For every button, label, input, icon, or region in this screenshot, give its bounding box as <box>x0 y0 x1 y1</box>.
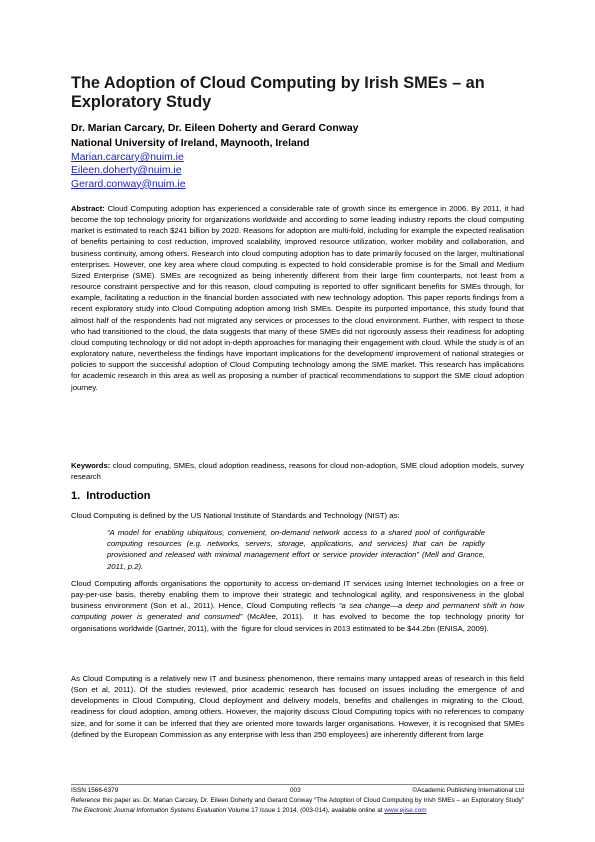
footer-divider <box>71 784 524 785</box>
paper-title: The Adoption of Cloud Computing by Irish SMEs – an Exploratory Study <box>71 74 485 111</box>
footer-issn: ISSN 1566-6379 <box>71 787 119 794</box>
intro-paragraph-2-start: Cloud Computing affords organisations the opportunity to access on-demand IT services using Internet technologies on a free or pay-per-use basis, thereby enabling them to improve their strategic and technological agility, and responsiveness in the global business environment (Son et al., 2011). Hence, Cloud Computing reflects <box>71 579 524 611</box>
nist-definition-quote: “A model for enabling ubiquitous, convenient, on-demand network access to a shared pool of configurable computing resources (e.g. networks, servers, storage, applications, and services) that can be rapidly provisioned and released with minimal management effort or service provider interaction” (Mell and Grance, 2011, p.2). <box>107 528 485 571</box>
keywords-label: Keywords: <box>71 461 111 470</box>
intro-paragraph-1: Cloud Computing is defined by the US National Institute of Standards and Technology (NIST) as: <box>71 511 400 520</box>
footer-copyright: ©Academic Publishing International Ltd <box>412 787 524 794</box>
journal-website-link[interactable]: www.ejise.com <box>384 806 427 814</box>
intro-paragraph-2-end: (McAfee, 2011). It has evolved to become the top technology priority for organisations worldwide (Gartner, 2011), with the figure for cloud services in 2013 estimated to be $44.2bn (ENISA, 2009). <box>71 612 524 633</box>
email-link-carcary[interactable]: Marian.carcary@nuim.ie <box>71 152 184 163</box>
abstract-label: Abstract: <box>71 204 105 213</box>
citation-volume: Volume 17 Issue 1 2014, (003-014), available online at <box>226 806 385 814</box>
abstract-text: Cloud Computing adoption has experienced a considerable rate of growth since its emergence in 2006. By 2011, it had become the top technology priority for organizations worldwide and according to some leading industry reports the cloud computing market is estimated to reach $241 billion by 2020. Reasons for adoption are multi-fold, including for example the expected realisation of benefits pertaining to cost reduction, improved scalability, improved resource utilization, worker mobility and collaboration, and business continuity, among others. Research into cloud computing adoption has to date primarily focused on the larger, multinational enterprises. However, one key area where cloud computing is expected to hold considerable promise is for the Small and Medium Sized Enterprise (SME). SMEs are recognized as being inherently different from their large firm counterparts, not least from a resource constraint perspective and for this reason, cloud computing is reported to offer significant benefits for SMEs through, for example, facilitating a reduction in the financial burden associated with new technology adoption. This paper reports findings from a recent exploratory study into Cloud Computing adoption among Irish SMEs. Despite its purported importance, this study found that almost half of the respondents had not migrated any services or processes to the cloud environment. Further, with respect to those who had transitioned to the cloud, the data suggests that many of these SMEs did not rigorously assess their readiness for adopting cloud computing technology or did not adopt in-depth approaches for managing their engagement with cloud. While the study is of an exploratory nature, nevertheless the findings have important implications for the development/ improvement of national strategies or policies to support the successful adoption of Cloud Computing technology among the SME market. This research has implications for academic research in this area as well as proposing a number of practical recommendations to support the SME cloud adoption journey. <box>71 204 524 392</box>
author-emails <box>71 151 371 191</box>
citation-text: Reference this paper as: Dr. Marian Carcary, Dr. Eileen Doherty and Gerard Conway “The Adoption of Cloud Computing by Irish SMEs – an Exploratory Study” <box>71 797 524 804</box>
footer-page-number: 003 <box>290 787 301 794</box>
keywords-text: cloud computing, SMEs, cloud adoption readiness, reasons for cloud non-adoption, SME cloud adoption models, survey research <box>71 461 524 482</box>
mcafee-quote: “a sea change—a deep and permanent shift in how computing power is generated and consumed” <box>71 601 524 622</box>
abstract <box>71 203 524 393</box>
email-link-conway[interactable]: Gerard.conway@nuim.ie <box>71 178 186 190</box>
intro-paragraph-2 <box>71 578 524 634</box>
intro-paragraph-3: As Cloud Computing is a relatively new IT and business phenomenon, there remains many untapped areas of research in this field (Son et al, 2011). Of the studies reviewed, prior academic research has focused on issues including the emergence of and developments in Cloud Computing, Cloud deployment and delivery models, benefits and challenges in migrating to the Cloud, readiness for cloud adoption, among others. However, the majority discuss Cloud Computing topics with no references to company size, and for some it can be inferred that they are oriented more towards larger organisations. However, it is recognised that SMEs (defined by the European Commission as any enterprise with less than 250 employees) are inherently different from large <box>71 674 524 739</box>
author-names: Dr. Marian Carcary, Dr. Eileen Doherty and Gerard Conway <box>71 123 359 134</box>
author-block <box>71 122 531 151</box>
email-link-doherty[interactable]: Eileen.doherty@nuim.ie <box>71 165 182 177</box>
keywords <box>71 460 524 482</box>
footer-citation <box>71 796 524 816</box>
citation-journal: The Electronic Journal Information Systems Evaluation <box>71 806 227 814</box>
section-heading-introduction: 1. Introduction <box>71 490 151 502</box>
author-affiliation: National University of Ireland, Maynooth, Ireland <box>71 137 310 149</box>
